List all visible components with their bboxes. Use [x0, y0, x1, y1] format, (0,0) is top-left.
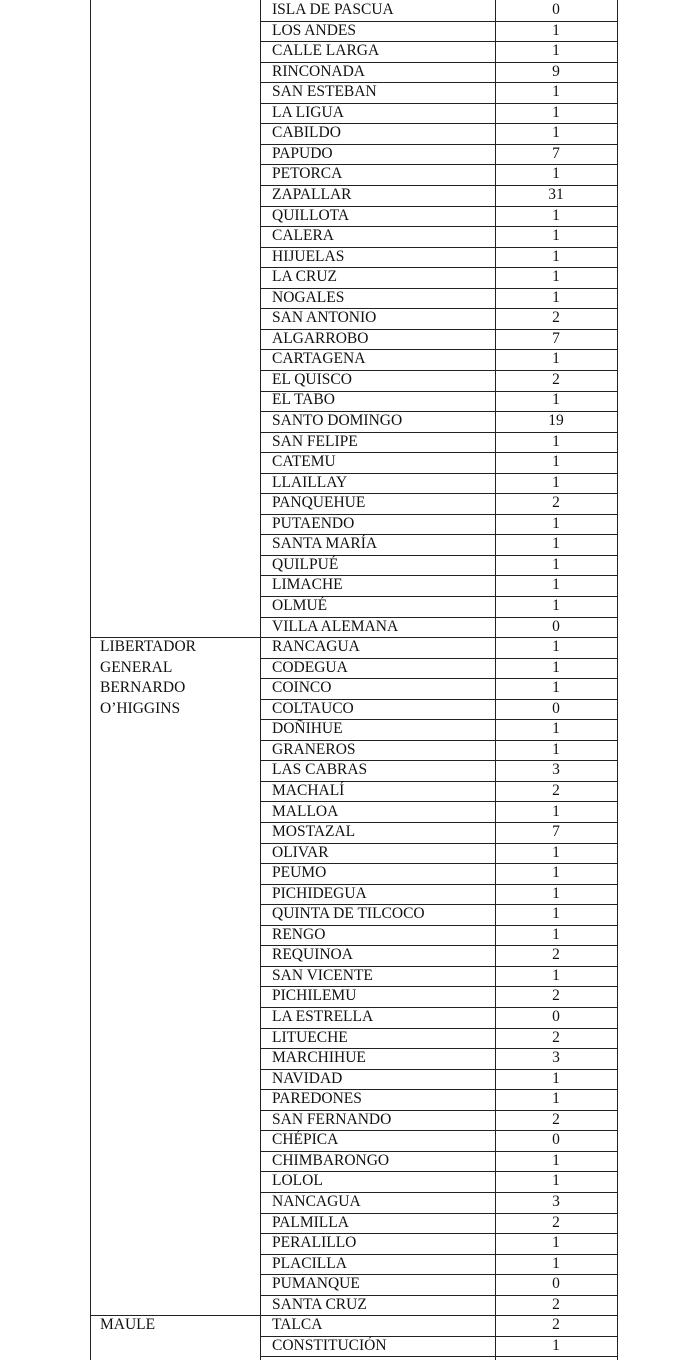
comuna-count: 1 [552, 1151, 560, 1169]
comuna-name: MARCHIHUE [272, 1049, 366, 1066]
comuna-count: 1 [552, 884, 560, 902]
comuna-count: 1 [552, 247, 560, 265]
comuna-count: 1 [552, 206, 560, 224]
comuna-name: OLIVAR [272, 843, 329, 861]
comuna-count: 2 [552, 987, 560, 1005]
comuna-count: 1 [552, 42, 560, 60]
comuna-name: PLACILLA [272, 1254, 347, 1272]
comuna-name: CATEMU [272, 453, 336, 471]
comuna-name: NAVIDAD [272, 1069, 343, 1087]
comuna-name: PICHIDEGUA [272, 884, 367, 902]
comuna-name: VILLA ALEMANA [272, 617, 399, 635]
comuna-count: 1 [552, 1254, 560, 1272]
comuna-count: 1 [552, 1172, 560, 1190]
comuna-count: 1 [552, 103, 560, 121]
comuna-name: RENGO [272, 925, 326, 943]
region-name-line: GENERAL [100, 658, 173, 676]
comuna-name: MALLOA [272, 802, 339, 820]
comuna-count: 1 [552, 658, 560, 676]
comuna-count: 1 [552, 555, 560, 573]
comuna-count: 1 [552, 432, 560, 450]
region-name-line: LIBERTADOR [100, 638, 196, 656]
comuna-count: 1 [552, 473, 560, 491]
comuna-name: SAN ANTONIO [272, 309, 377, 327]
comuna-count: 1 [552, 802, 560, 820]
comuna-name: PAPUDO [272, 144, 333, 162]
comuna-name: PUMANQUE [272, 1275, 360, 1293]
comuna-name: CARTAGENA [272, 350, 366, 368]
comuna-count: 1 [552, 268, 560, 286]
comuna-name: SAN VICENTE [272, 966, 373, 984]
comuna-name: LOLOL [272, 1172, 323, 1190]
comuna-count: 1 [552, 453, 560, 471]
comuna-name: MOSTAZAL [272, 823, 356, 840]
comuna-count: 0 [552, 699, 560, 717]
comuna-name: EL QUISCO [272, 370, 352, 388]
comuna-count: 2 [552, 494, 560, 512]
comuna-count: 0 [552, 1275, 560, 1293]
comuna-count: 0 [552, 617, 560, 635]
comuna-count: 1 [552, 391, 560, 409]
comuna-name: CHIMBARONGO [272, 1151, 390, 1169]
comuna-name: REQUINOA [272, 946, 353, 964]
comuna-name: LITUECHE [272, 1028, 348, 1046]
table-border-right [617, 0, 618, 1360]
comuna-name: CABILDO [272, 124, 341, 142]
comuna-count: 1 [552, 576, 560, 594]
comuna-count: 1 [552, 227, 560, 245]
comuna-name: SANTO DOMINGO [272, 412, 403, 429]
comuna-count: 7 [552, 144, 560, 162]
comuna-name: PICHILEMU [272, 987, 357, 1005]
comuna-count: 1 [552, 679, 560, 697]
comuna-name: SANTA CRUZ [272, 1295, 367, 1313]
comuna-count: 9 [552, 62, 560, 80]
comuna-name: NANCAGUA [272, 1192, 361, 1210]
comuna-name: ZAPALLAR [272, 186, 352, 203]
comuna-count: 1 [552, 864, 560, 882]
comuna-name: SAN FELIPE [272, 432, 358, 450]
comuna-name: LOS ANDES [272, 21, 356, 39]
comuna-name: LAS CABRAS [272, 761, 368, 779]
comuna-name: LA CRUZ [272, 268, 338, 286]
comuna-name: CONSTITUCIÓN [272, 1336, 387, 1354]
comuna-count: 2 [552, 1295, 560, 1313]
comuna-name: CODEGUA [272, 658, 348, 676]
comuna-name: COLTAUCO [272, 699, 354, 717]
comuna-name: TALCA [272, 1316, 323, 1334]
region-name-line: BERNARDO [100, 679, 186, 697]
comuna-count: 1 [552, 1069, 560, 1087]
comuna-name: ALGARROBO [272, 329, 369, 347]
comuna-name: QUILPUÉ [272, 555, 339, 573]
comuna-count: 1 [552, 925, 560, 943]
comuna-name: LLAILLAY [272, 473, 348, 491]
comuna-count: 3 [552, 761, 560, 779]
comuna-count: 0 [552, 1008, 560, 1025]
comuna-name: LA LIGUA [272, 103, 344, 121]
comuna-count: 3 [552, 1049, 560, 1066]
comuna-name: PANQUEHUE [272, 494, 366, 512]
comuna-count: 1 [552, 843, 560, 861]
comuna-count: 2 [552, 1028, 560, 1046]
comuna-name: LIMACHE [272, 576, 343, 594]
comuna-name: PERALILLO [272, 1234, 357, 1251]
comuna-name: HIJUELAS [272, 247, 345, 265]
comuna-count: 1 [552, 966, 560, 984]
comuna-count: 2 [552, 946, 560, 964]
table-border-col1 [260, 0, 261, 1360]
comuna-count: 7 [552, 329, 560, 347]
comuna-name: RANCAGUA [272, 638, 360, 656]
table-border-left [90, 0, 91, 1360]
comuna-name: NOGALES [272, 288, 345, 306]
comuna-count: 3 [552, 1192, 560, 1210]
comuna-count: 2 [552, 1110, 560, 1128]
comuna-count: 19 [548, 412, 564, 429]
comuna-count: 2 [552, 781, 560, 799]
comuna-count: 2 [552, 309, 560, 327]
comuna-name: CALLE LARGA [272, 42, 380, 60]
comuna-count: 1 [552, 350, 560, 368]
comuna-count: 1 [552, 1336, 560, 1354]
comuna-count: 1 [552, 83, 560, 101]
comuna-count: 1 [552, 1234, 560, 1251]
comuna-count: 1 [552, 124, 560, 142]
comuna-count: 31 [548, 186, 564, 203]
comuna-count: 1 [552, 165, 560, 183]
comuna-count: 1 [552, 288, 560, 306]
comuna-name: SAN FERNANDO [272, 1110, 392, 1128]
comuna-count: 2 [552, 1213, 560, 1231]
region-name-line: O’HIGGINS [100, 699, 181, 717]
comuna-count: 2 [552, 1316, 560, 1334]
comuna-count: 1 [552, 905, 560, 923]
comuna-count: 1 [552, 21, 560, 39]
comuna-name: PAREDONES [272, 1090, 362, 1108]
comuna-name: OLMUÉ [272, 597, 328, 614]
comuna-name: EL TABO [272, 391, 335, 409]
comuna-name: QUILLOTA [272, 206, 350, 224]
comuna-count: 1 [552, 514, 560, 532]
comuna-name: LA ESTRELLA [272, 1008, 374, 1025]
comuna-count: 7 [552, 823, 560, 840]
comuna-name: COINCO [272, 679, 332, 697]
comuna-count: 1 [552, 740, 560, 758]
comuna-name: RINCONADA [272, 62, 365, 80]
comuna-count: 1 [552, 597, 560, 614]
comuna-name: CHÉPICA [272, 1131, 339, 1149]
comuna-name: SANTA MARÍA [272, 535, 378, 553]
comuna-count: 2 [552, 370, 560, 388]
comuna-count: 1 [552, 1090, 560, 1108]
region-name-line: MAULE [100, 1316, 156, 1334]
comuna-count: 1 [552, 535, 560, 553]
comuna-count: 1 [552, 720, 560, 738]
comuna-name: QUINTA DE TILCOCO [272, 905, 425, 923]
comuna-count: 0 [552, 1131, 560, 1149]
comuna-name: DOÑIHUE [272, 720, 343, 738]
comuna-name: SAN ESTEBAN [272, 83, 377, 101]
comuna-name: ISLA DE PASCUA [272, 1, 394, 18]
comuna-name: PUTAENDO [272, 514, 355, 532]
comuna-name: CALERA [272, 227, 334, 245]
comuna-name: PEUMO [272, 864, 327, 882]
comuna-name: PALMILLA [272, 1213, 349, 1231]
comuna-name: GRANEROS [272, 740, 356, 758]
comuna-count: 1 [552, 638, 560, 656]
comuna-name: PETORCA [272, 165, 343, 183]
row-divider [260, 1356, 618, 1357]
comuna-name: MACHALÍ [272, 781, 345, 799]
comuna-count: 0 [552, 1, 560, 18]
